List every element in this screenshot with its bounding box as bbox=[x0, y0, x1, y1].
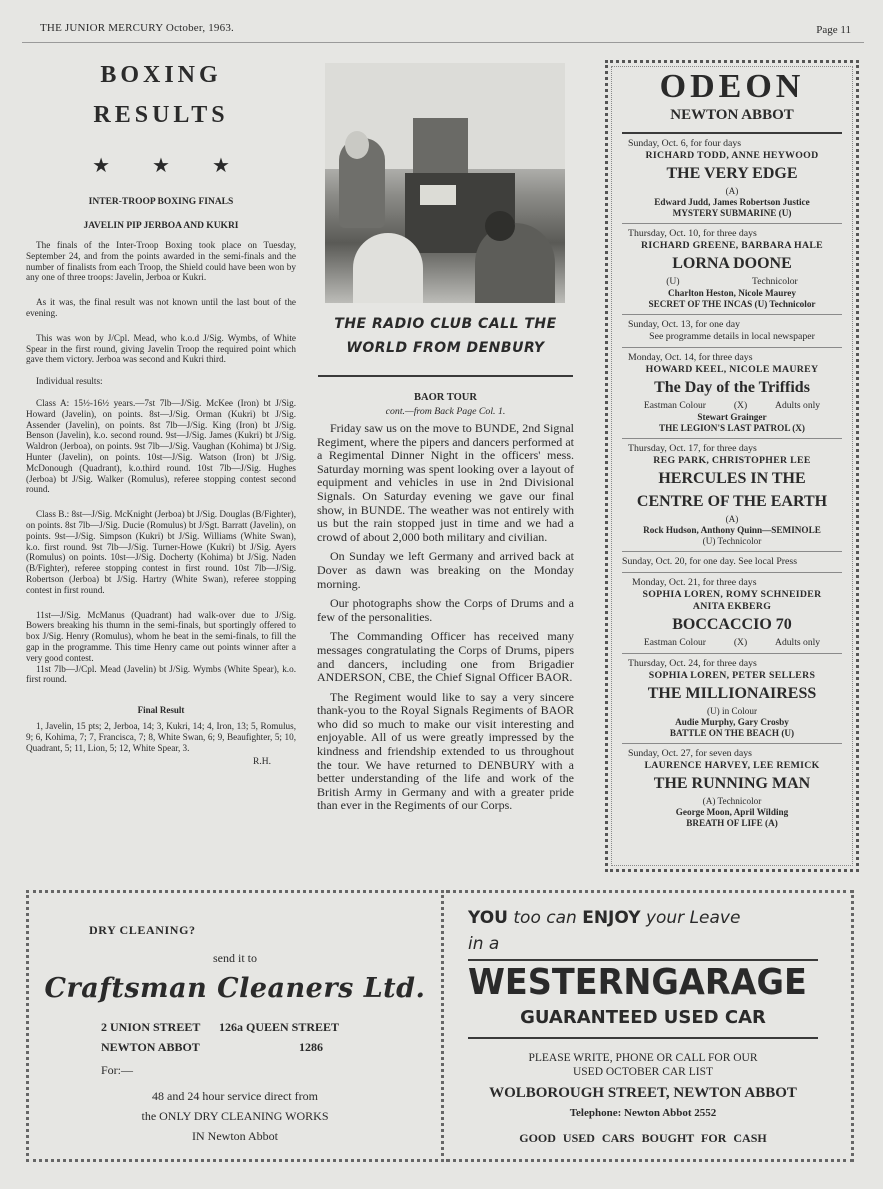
service-line: 48 and 24 hour service direct from bbox=[152, 1089, 318, 1103]
programme-date: Sunday, Oct. 20, for one day. See local Press bbox=[622, 556, 798, 567]
headline-word: ENJOY bbox=[582, 908, 641, 928]
programme-date: Monday, Oct. 21, for three days bbox=[632, 577, 757, 588]
film-title: The Day of the Triffids bbox=[654, 379, 810, 396]
star-icon: ★ bbox=[152, 155, 170, 177]
final-result-heading: Final Result bbox=[137, 705, 185, 716]
address-1: 2 UNION STREET bbox=[101, 1020, 201, 1034]
star-ornament bbox=[26, 153, 296, 178]
boxing-subheading-2: JAVELIN PIP JERBOA AND KUKRI bbox=[83, 221, 239, 231]
film-certificate: (U) in Colour bbox=[706, 706, 757, 716]
baor-tour-article bbox=[317, 392, 574, 819]
craftsman-cleaners-advert bbox=[26, 890, 444, 1162]
film-title: HERCULES IN THE bbox=[658, 470, 806, 487]
header-divider bbox=[22, 42, 864, 43]
boxing-paragraph: 11st—J/Sig. McManus (Quadrant) had walk-over due to J/Sig. Bowers breaking his thumn in the semi-finals, but sportingly offered to box J/Sig. Henry (Romulus), whom he beat in the semi-finals, to fill the gap in the programme. This time Henry came out points winner after a very good contest. bbox=[26, 609, 296, 663]
town: NEWTON ABBOT bbox=[101, 1040, 200, 1054]
send-it-to: send it to bbox=[213, 951, 257, 965]
film-certificate: (A) bbox=[725, 186, 739, 196]
star-icon: ★ bbox=[211, 155, 230, 177]
boxing-paragraph: As it was, the final result was not known until the last bout of the evening. bbox=[26, 297, 296, 318]
headline-word: your Leave bbox=[645, 908, 741, 928]
ad-divider bbox=[468, 1037, 818, 1039]
programme-date: Sunday, Oct. 13, for one day bbox=[628, 319, 741, 330]
service-line: the ONLY DRY CLEANING WORKS bbox=[141, 1109, 329, 1123]
support-film: MYSTERY SUBMARINE (U) bbox=[672, 208, 792, 218]
support-stars: Audie Murphy, Gary Crosby bbox=[675, 717, 789, 727]
programme-date: Thursday, Oct. 17, for three days bbox=[628, 443, 757, 454]
film-certificate: (X) bbox=[733, 637, 748, 648]
programme-stars: SOPHIA LOREN, PETER SELLERS bbox=[648, 670, 816, 681]
support-stars: Edward Judd, James Robertson Justice bbox=[654, 197, 810, 207]
boxing-class-b: Class B.: 8st—J/Sig. McKnight (Jerboa) bt J/Sig. Douglas (B/Fighter), on points. 8st 7lb—J/Sig. Ducie (Romulus) bt J/Sgt. Barratt (Javelin), on points. 9st—J/Sig. Simpson (Kukri) bt J/Sig. Williams (White Swan), k.o. first round. 9st 7lb—J/Sig. Turner-Howe (Kukri) bt J/Sig. Ayers (Romulus) on points. 10st—J/Sig. Docherty (Kohima) bt J/Sig. Naden (B/Fighter), referee stopping contest in first round. 10st 7lb—J/Sig. Robertson (Jerboa) bt J/Sig. Hartry (White Swan), referee stopping contest in first round. bbox=[26, 509, 296, 595]
baor-paragraph: On Sunday we left Germany and arrived back at Dover as dawn was breaking on the Monday morning. bbox=[317, 549, 574, 591]
programme-stars: RICHARD GREENE, BARBARA HALE bbox=[640, 240, 824, 251]
garage-name-word: WESTERN bbox=[468, 962, 652, 1003]
photo-caption-line2: WORLD FROM DENBURY bbox=[346, 340, 545, 356]
support-film: (U) Technicolor bbox=[702, 536, 762, 546]
support-stars: George Moon, April Wilding bbox=[675, 807, 789, 817]
photo-caption bbox=[318, 312, 573, 360]
boxing-class-a: Class A: 15½-16½ years.—7st 7lb—J/Sig. McKee (Iron) bt J/Sig. Howard (Javelin), on points. 8st—J/Sig. Orman (Kukri) bt J/Sig. Assender (Javelin), on points. 8st 7lb—J/Sig. King (Iron) bt J/Sig. Benson (Javelin), k.o. second round. 9st—J/Sig. James (Kukri) bt J/Sig. Waldron (Jerboa), on points. 9st 7lb—J/Sig. Vaughan (Kohima) bt J/Sig. Hunter (Javelin), on points. 10st—J/Sig. Watson (Iron) bt J/Sig. McDonough (Quadrant), k.o.third round. 10st 7lb—J/Sig. Hughes (Jerboa) bt J/Sig. Walker (Romulus), referee stopping contest second round. bbox=[26, 397, 296, 495]
adults-only: Adults only bbox=[775, 400, 821, 411]
service-line: IN Newton Abbot bbox=[192, 1129, 278, 1143]
cash-offer: GOOD USED CARS BOUGHT FOR CASH bbox=[519, 1131, 767, 1145]
boxing-title-line1: BOXING bbox=[100, 62, 222, 88]
support-film: BREATH OF LIFE (A) bbox=[686, 818, 778, 828]
film-certificate: (X) bbox=[733, 400, 748, 411]
programme-stars: LAURENCE HARVEY, LEE REMICK bbox=[644, 760, 820, 771]
publication-header: THE JUNIOR MERCURY October, 1963. bbox=[40, 22, 234, 34]
final-result-text: 1, Javelin, 15 pts; 2, Jerboa, 14; 3, Kukri, 14; 4, Iron, 13; 5, Romulus, 9; 6, Kohima, 7; 7, Francisca, 7; 8, White Swan, 6; 9, Beaufighter, 5; 10, Quadrant, 5; 11, Lion, 5; 12, White Spear, 3. bbox=[26, 721, 296, 753]
film-process: Eastman Colour bbox=[643, 400, 707, 411]
boxing-paragraph: 11st 7lb—J/Cpl. Mead (Javelin) bt J/Sig. Wymbs (White Spear), k.o. first round. bbox=[26, 663, 296, 685]
baor-title: BAOR TOUR bbox=[414, 392, 477, 403]
film-title: BOCCACCIO 70 bbox=[672, 616, 792, 633]
garage-name bbox=[468, 962, 807, 1003]
boxing-article bbox=[26, 55, 296, 767]
page-number: Page 11 bbox=[816, 24, 851, 36]
boxing-subheading: INTER-TROOP BOXING FINALS bbox=[88, 197, 234, 207]
phone-number: 1286 bbox=[299, 1040, 323, 1054]
programme-stars: RICHARD TODD, ANNE HEYWOOD bbox=[645, 150, 819, 161]
address-2: 126a QUEEN STREET bbox=[219, 1020, 340, 1034]
programme-date: Sunday, Oct. 6, for four days bbox=[628, 138, 742, 149]
baor-paragraph: Our photographs show the Corps of Drums and a few of the personalities. bbox=[317, 596, 574, 624]
support-film: BATTLE ON THE BEACH (U) bbox=[669, 728, 795, 738]
film-title-line2: CENTRE OF THE EARTH bbox=[636, 493, 828, 510]
support-film: SECRET OF THE INCAS (U) Technicolor bbox=[648, 299, 816, 309]
radio-club-photo bbox=[325, 63, 565, 303]
film-process: Technicolor bbox=[752, 276, 798, 287]
enjoy-headline bbox=[468, 905, 740, 957]
film-certificate: (A) bbox=[725, 514, 739, 524]
programme-date: Thursday, Oct. 10, for three days bbox=[628, 228, 757, 239]
request-line: USED OCTOBER CAR LIST bbox=[572, 1066, 714, 1078]
headline-word: too can bbox=[513, 908, 577, 928]
film-certificate: (U) bbox=[666, 276, 680, 287]
odeon-location: NEWTON ABBOT bbox=[670, 107, 794, 123]
support-stars: Rock Hudson, Anthony Quinn—SEMINOLE bbox=[643, 525, 821, 535]
programme-date: Thursday, Oct. 24, for three days bbox=[628, 658, 757, 669]
boxing-paragraph: The finals of the Inter-Troop Boxing took place on Tuesday, September 24, and from the points awarded in the semi-finals and the number of finalists from each Troop, the Shield could have been won by any one of three troops: Javelin, Jerboa or Kukri. bbox=[26, 240, 296, 283]
odeon-advert bbox=[605, 60, 859, 872]
film-title: LORNA DOONE bbox=[672, 255, 792, 272]
company-address bbox=[101, 1017, 339, 1057]
adults-only: Adults only bbox=[775, 637, 821, 648]
car-list-request bbox=[468, 1051, 818, 1079]
garage-address: WOLBOROUGH STREET, NEWTON ABBOT bbox=[489, 1085, 797, 1101]
programme-stars-line2: ANITA EKBERG bbox=[692, 601, 772, 612]
column-divider bbox=[318, 375, 573, 377]
programme-stars: SOPHIA LOREN, ROMY SCHNEIDER bbox=[642, 589, 822, 600]
boxing-paragraph: This was won by J/Cpl. Mead, who k.o.d J/Sig. Wymbs, of White Spear in the first round, giving Javelin Troop the required point which gave them victory. Jerboa was second and Kukri third. bbox=[26, 332, 296, 365]
odeon-title: ODEON bbox=[659, 68, 805, 105]
support-film: THE LEGION'S LAST PATROL (X) bbox=[658, 423, 805, 433]
ad-divider bbox=[468, 959, 818, 961]
headline-word: YOU bbox=[468, 908, 508, 928]
for-label: For:— bbox=[101, 1063, 134, 1077]
author-initials: R.H. bbox=[253, 757, 271, 768]
film-certificate: (A) Technicolor bbox=[702, 796, 762, 806]
photo-caption-line1: THE RADIO CLUB CALL THE bbox=[334, 316, 557, 332]
garage-telephone: Telephone: Newton Abbot 2552 bbox=[569, 1107, 717, 1119]
programme-date: Monday, Oct. 14, for three days bbox=[628, 352, 753, 363]
company-name: Craftsman Cleaners Ltd. bbox=[44, 973, 426, 1004]
star-icon: ★ bbox=[92, 155, 111, 177]
request-line: PLEASE WRITE, PHONE OR CALL FOR OUR bbox=[528, 1052, 758, 1064]
baor-paragraph: Friday saw us on the move to BUNDE, 2nd Signal Regiment, where the pipers and dancers performed at a Regimental Dinner Night in the officers' mess. Saturday morning was spent looking over a layout of equipment and vehicles in use in 2nd Divisional Signals. On Saturday evening we gave our final show, in BUNDE. The weather was not entirely with us but the rain stopped just in time and we had a crowd of about 2,000 both military and civilian. bbox=[317, 421, 574, 544]
film-title: THE RUNNING MAN bbox=[653, 775, 811, 792]
service-description bbox=[29, 1086, 441, 1146]
programme-date: Sunday, Oct. 27, for seven days bbox=[628, 748, 752, 759]
support-stars: Stewart Grainger bbox=[697, 412, 767, 422]
programme-stars: REG PARK, CHRISTOPHER LEE bbox=[653, 455, 811, 466]
programme-note: See programme details in local newspaper bbox=[649, 331, 815, 342]
film-title: THE VERY EDGE bbox=[666, 165, 798, 182]
baor-paragraph: The Commanding Officer has received many messages congratulating the Corps of Drums, pipers and dancers, including one from Brigadier ANDERSON, CBE, the Chief Signal Officer BAOR. bbox=[317, 629, 574, 685]
boxing-title-line2: RESULTS bbox=[93, 102, 229, 128]
headline-word: in a bbox=[468, 934, 500, 954]
dry-cleaning-question: DRY CLEANING? bbox=[89, 923, 196, 937]
boxing-paragraph: Individual results: bbox=[36, 376, 103, 387]
film-process: Eastman Colour bbox=[643, 637, 707, 648]
garage-name-word: GARAGE bbox=[651, 962, 807, 1003]
support-stars: Charlton Heston, Nicole Maurey bbox=[668, 288, 796, 298]
western-garage-advert bbox=[446, 890, 854, 1162]
programme-stars: HOWARD KEEL, NICOLE MAUREY bbox=[645, 364, 819, 375]
baor-paragraph: The Regiment would like to say a very sincere thank-you to the Royal Signals Regiments of BAOR who did so much to make our visit interesting and enjoyable. All of us were greatly impressed by the kindness and friendship extended to us throughout the tour. We have returned to DENBURY with a better understanding of the life and work of the British Army in Germany and with a greater pride than ever in the Regiments of our Corps. bbox=[317, 689, 574, 813]
baor-continuation: cont.—from Back Page Col. 1. bbox=[385, 406, 506, 417]
garage-tagline: GUARANTEED USED CAR bbox=[520, 1007, 766, 1028]
film-title: THE MILLIONAIRESS bbox=[647, 685, 817, 702]
